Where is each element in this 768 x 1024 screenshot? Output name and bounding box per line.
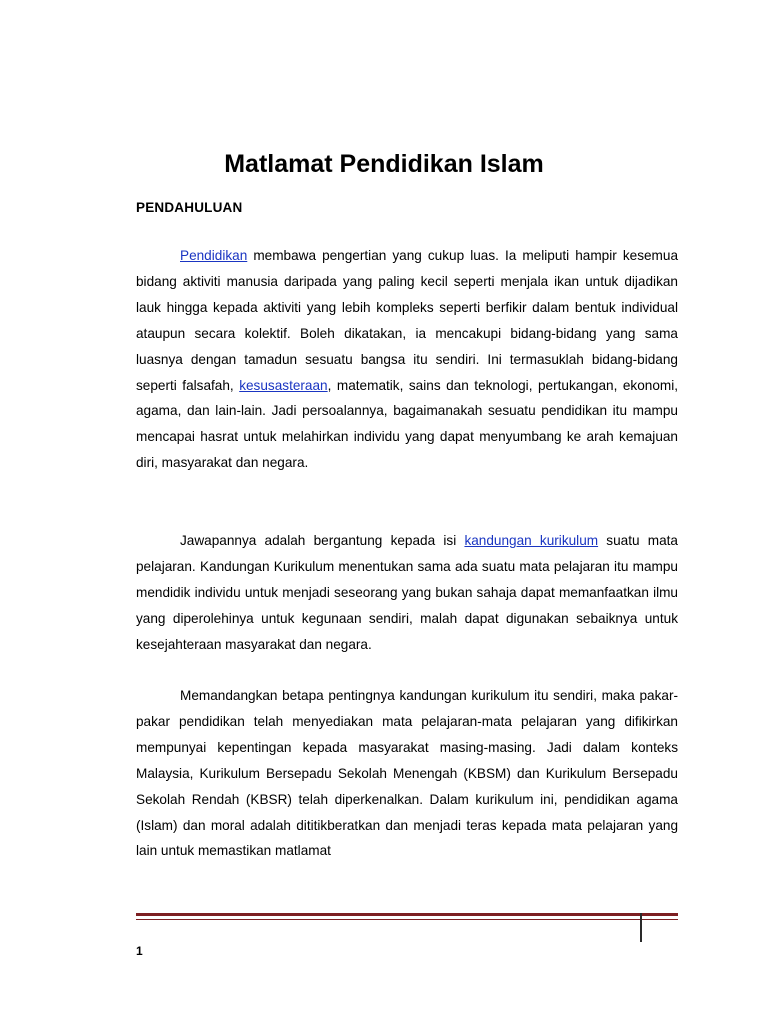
paragraph-3: [136, 683, 678, 864]
paragraph-2: [136, 528, 678, 658]
footer-rule-thick: [136, 913, 678, 916]
page-number: 1: [136, 944, 143, 958]
paragraph-1-text-b: , matematik, sains dan teknologi, pertukangan, ekonomi, agama, dan lain-lain. Jadi persoalannya, bagaimanakah sesuatu pendidikan itu mampu mencapai hasrat untuk melahirkan individu yang dapat menyumbang ke arah kemajuan diri, masyarakat dan negara.: [136, 377, 678, 471]
footer-rule-thin: [136, 919, 678, 920]
paragraph-3-text: Memandangkan betapa pentingnya kandungan kurikulum itu sendiri, maka pakar-pakar pendidikan telah menyediakan mata pelajaran-mata pelajaran yang difikirkan mempunyai kepentingan kepada masyarakat masing-masing. Jadi dalam konteks Malaysia, Kurikulum Bersepadu Sekolah Menengah (KBSM) dan Kurikulum Bersepadu Sekolah Rendah (KBSR) telah diperkenalkan. Dalam kurikulum ini, pendidikan agama (Islam) dan moral adalah dititikberatkan dan menjadi teras kepada mata pelajaran yang lain untuk memastikan matlamat: [136, 688, 678, 859]
paragraph-2-text-b: suatu mata pelajaran. Kandungan Kurikulum menentukan sama ada suatu mata pelajaran itu mampu mendidik individu untuk menjadi seseorang yang bukan sahaja dapat memanfaatkan ilmu yang diperolehinya untuk kegunaan sendiri, malah dapat digunakan sebaiknya untuk kesejahteraan masyarakat dan negara.: [136, 533, 678, 652]
paragraph-2-text-a: Jawapannya adalah bergantung kepada isi: [180, 533, 465, 548]
paragraph-1-text-a: membawa pengertian yang cukup luas. Ia meliputi hampir kesemua bidang aktiviti manusia daripada yang paling kecil seperti menjala ikan untuk dijadikan lauk hingga kepada aktiviti yang lebih kompleks seperti berfikir dalam bentuk individual ataupun secara kolektif. Boleh dikatakan, ia mencakupi bidang-bidang yang sama luasnya dengan tamadun sesuatu bangsa itu sendiri. Ini termasuklah bidang-bidang seperti falsafah,: [136, 248, 678, 393]
footer-tick-mark: [640, 913, 642, 942]
document-title: Matlamat Pendidikan Islam: [224, 150, 544, 178]
link-kesusasteraan[interactable]: kesusasteraan: [239, 377, 328, 393]
section-heading: PENDAHULUAN: [136, 200, 243, 215]
link-pendidikan[interactable]: Pendidikan: [180, 248, 248, 263]
link-kandungan-kurikulum[interactable]: kandungan kurikulum: [464, 533, 599, 548]
paragraph-1: [136, 243, 678, 476]
